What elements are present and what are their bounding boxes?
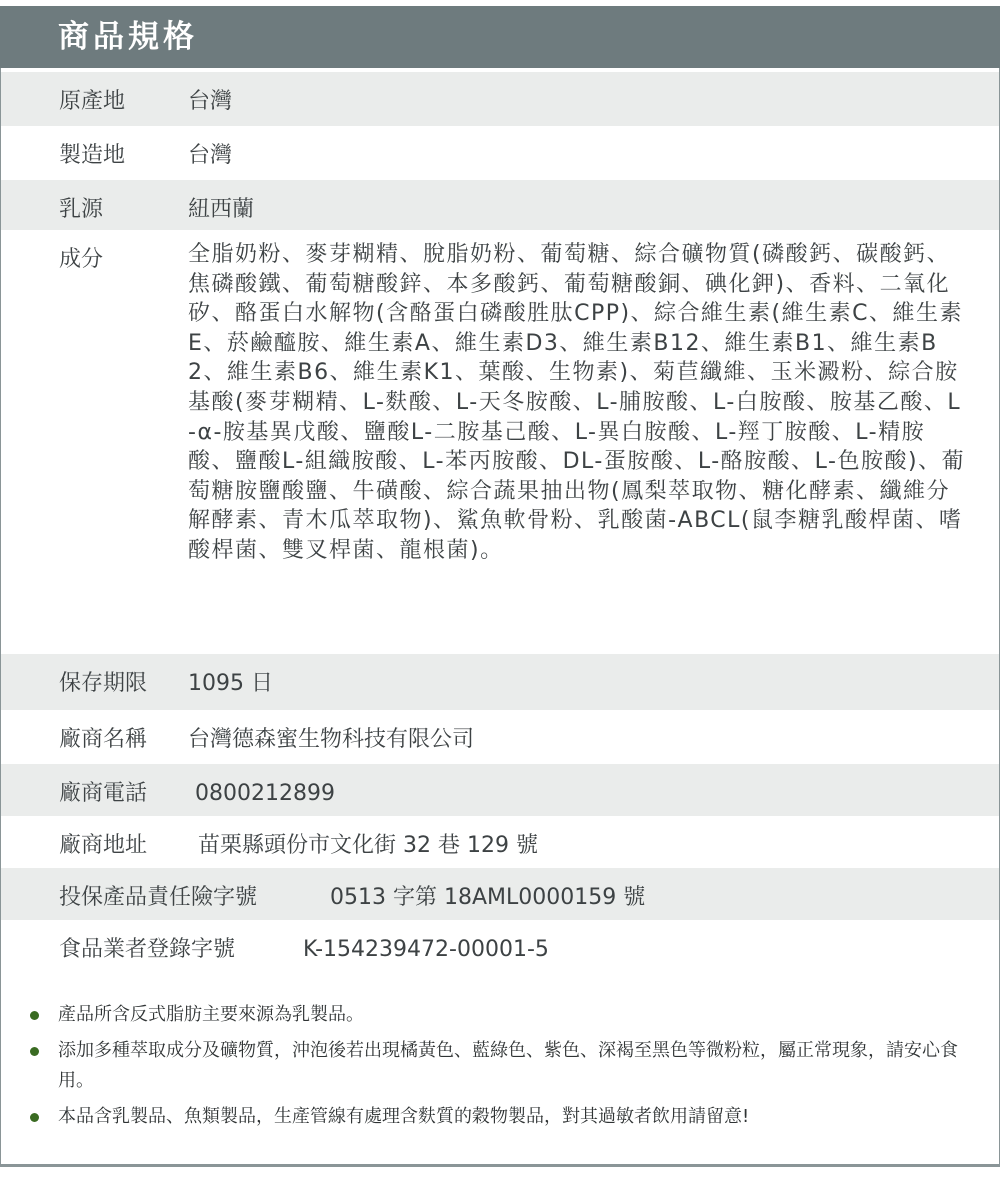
spec-label: 食品業者登錄字號 [59,937,236,962]
spec-value: 苗栗縣頭份市文化街 32 巷 129 號 [198,833,538,858]
spec-row-company-address [1,816,999,868]
notes-list [28,1000,978,1138]
spec-row-manufacture [1,126,999,180]
list-item [28,1102,978,1132]
bullet-icon [30,1113,39,1122]
spec-value: 1095 日 [188,671,273,696]
note-text: 本品含乳製品、魚類製品，生產管線有處理含麩質的穀物製品，對其過敏者飲用請留意! [58,1106,750,1127]
spec-label: 保存期限 [59,671,148,696]
spec-value: 台灣德森蜜生物科技有限公司 [188,727,475,752]
spec-value: 0800212899 [195,781,335,806]
spec-value: 台灣 [188,143,233,168]
spec-row-ingredients [1,230,999,654]
spec-label: 原產地 [59,89,126,114]
list-item [28,1000,978,1030]
spec-value: K-154239472-00001-5 [303,937,549,962]
spec-label: 廠商名稱 [59,727,148,752]
spec-label: 廠商地址 [59,833,148,858]
spec-label: 廠商電話 [59,781,148,806]
spec-value: 台灣 [188,89,233,114]
spec-label: 成分 [59,247,104,272]
ingredients-text: 全脂奶粉、麥芽糊精、脫脂奶粉、葡萄糖、綜合礦物質(磷酸鈣、碳酸鈣、焦磷酸鐵、葡萄糖酸鋅、本多酸鈣、葡萄糖酸銅、碘化鉀)、香料、二氧化矽、酪蛋白水解物(含酪蛋白磷酸胜肽CPP)、綜合維生素(維生素C、維生素E、菸鹼醯胺、維生素A、維生素D3、維生素B12、維生素B1、維生素B2、維生素B6、維生素K1、葉酸、生物素)、菊苣纖維、玉米澱粉、綜合胺基酸(麥芽糊精、L-麩酸、L-天冬胺酸、L-脯胺酸、L-白胺酸、胺基乙酸、L-α-胺基異戊酸、鹽酸L-二胺基己酸、L-異白胺酸、L-羥丁胺酸、L-精胺酸、鹽酸L-組織胺酸、L-苯丙胺酸、DL-蛋胺酸、L-酪胺酸、L-色胺酸)、葡萄糖胺鹽酸鹽、牛磺酸、綜合蔬果抽出物(鳳梨萃取物、糖化酵素、纖維分解酵素、青木瓜萃取物)、鯊魚軟骨粉、乳酸菌-ABCL(鼠李糖乳酸桿菌、嗜酸桿菌、雙叉桿菌、龍根菌)。 [188,242,966,563]
spec-row-shelf-life [1,654,999,710]
bullet-icon [30,1011,39,1020]
spec-value: 0513 字第 18AML0000159 號 [330,885,646,910]
list-item [28,1036,978,1096]
spec-value: 紐西蘭 [188,197,255,222]
spec-row-origin [1,72,999,126]
spec-row-insurance [1,868,999,920]
spec-label: 投保產品責任險字號 [59,885,258,910]
spec-row-food-registration [1,920,999,972]
note-text: 產品所含反式脂肪主要來源為乳製品。 [58,1004,364,1025]
spec-label: 製造地 [59,143,126,168]
spec-row-company-name [1,710,999,764]
spec-header [0,6,1000,68]
spec-row-milk-source [1,180,999,230]
spec-label: 乳源 [59,197,104,222]
page-title: 商品規格 [58,19,198,55]
spec-row-company-phone [1,764,999,816]
note-text: 添加多種萃取成分及礦物質，沖泡後若出現橘黃色、藍綠色、紫色、深褐至黑色等微粉粒，屬正常現象，請安心食用。 [58,1040,958,1091]
bullet-icon [30,1047,39,1056]
